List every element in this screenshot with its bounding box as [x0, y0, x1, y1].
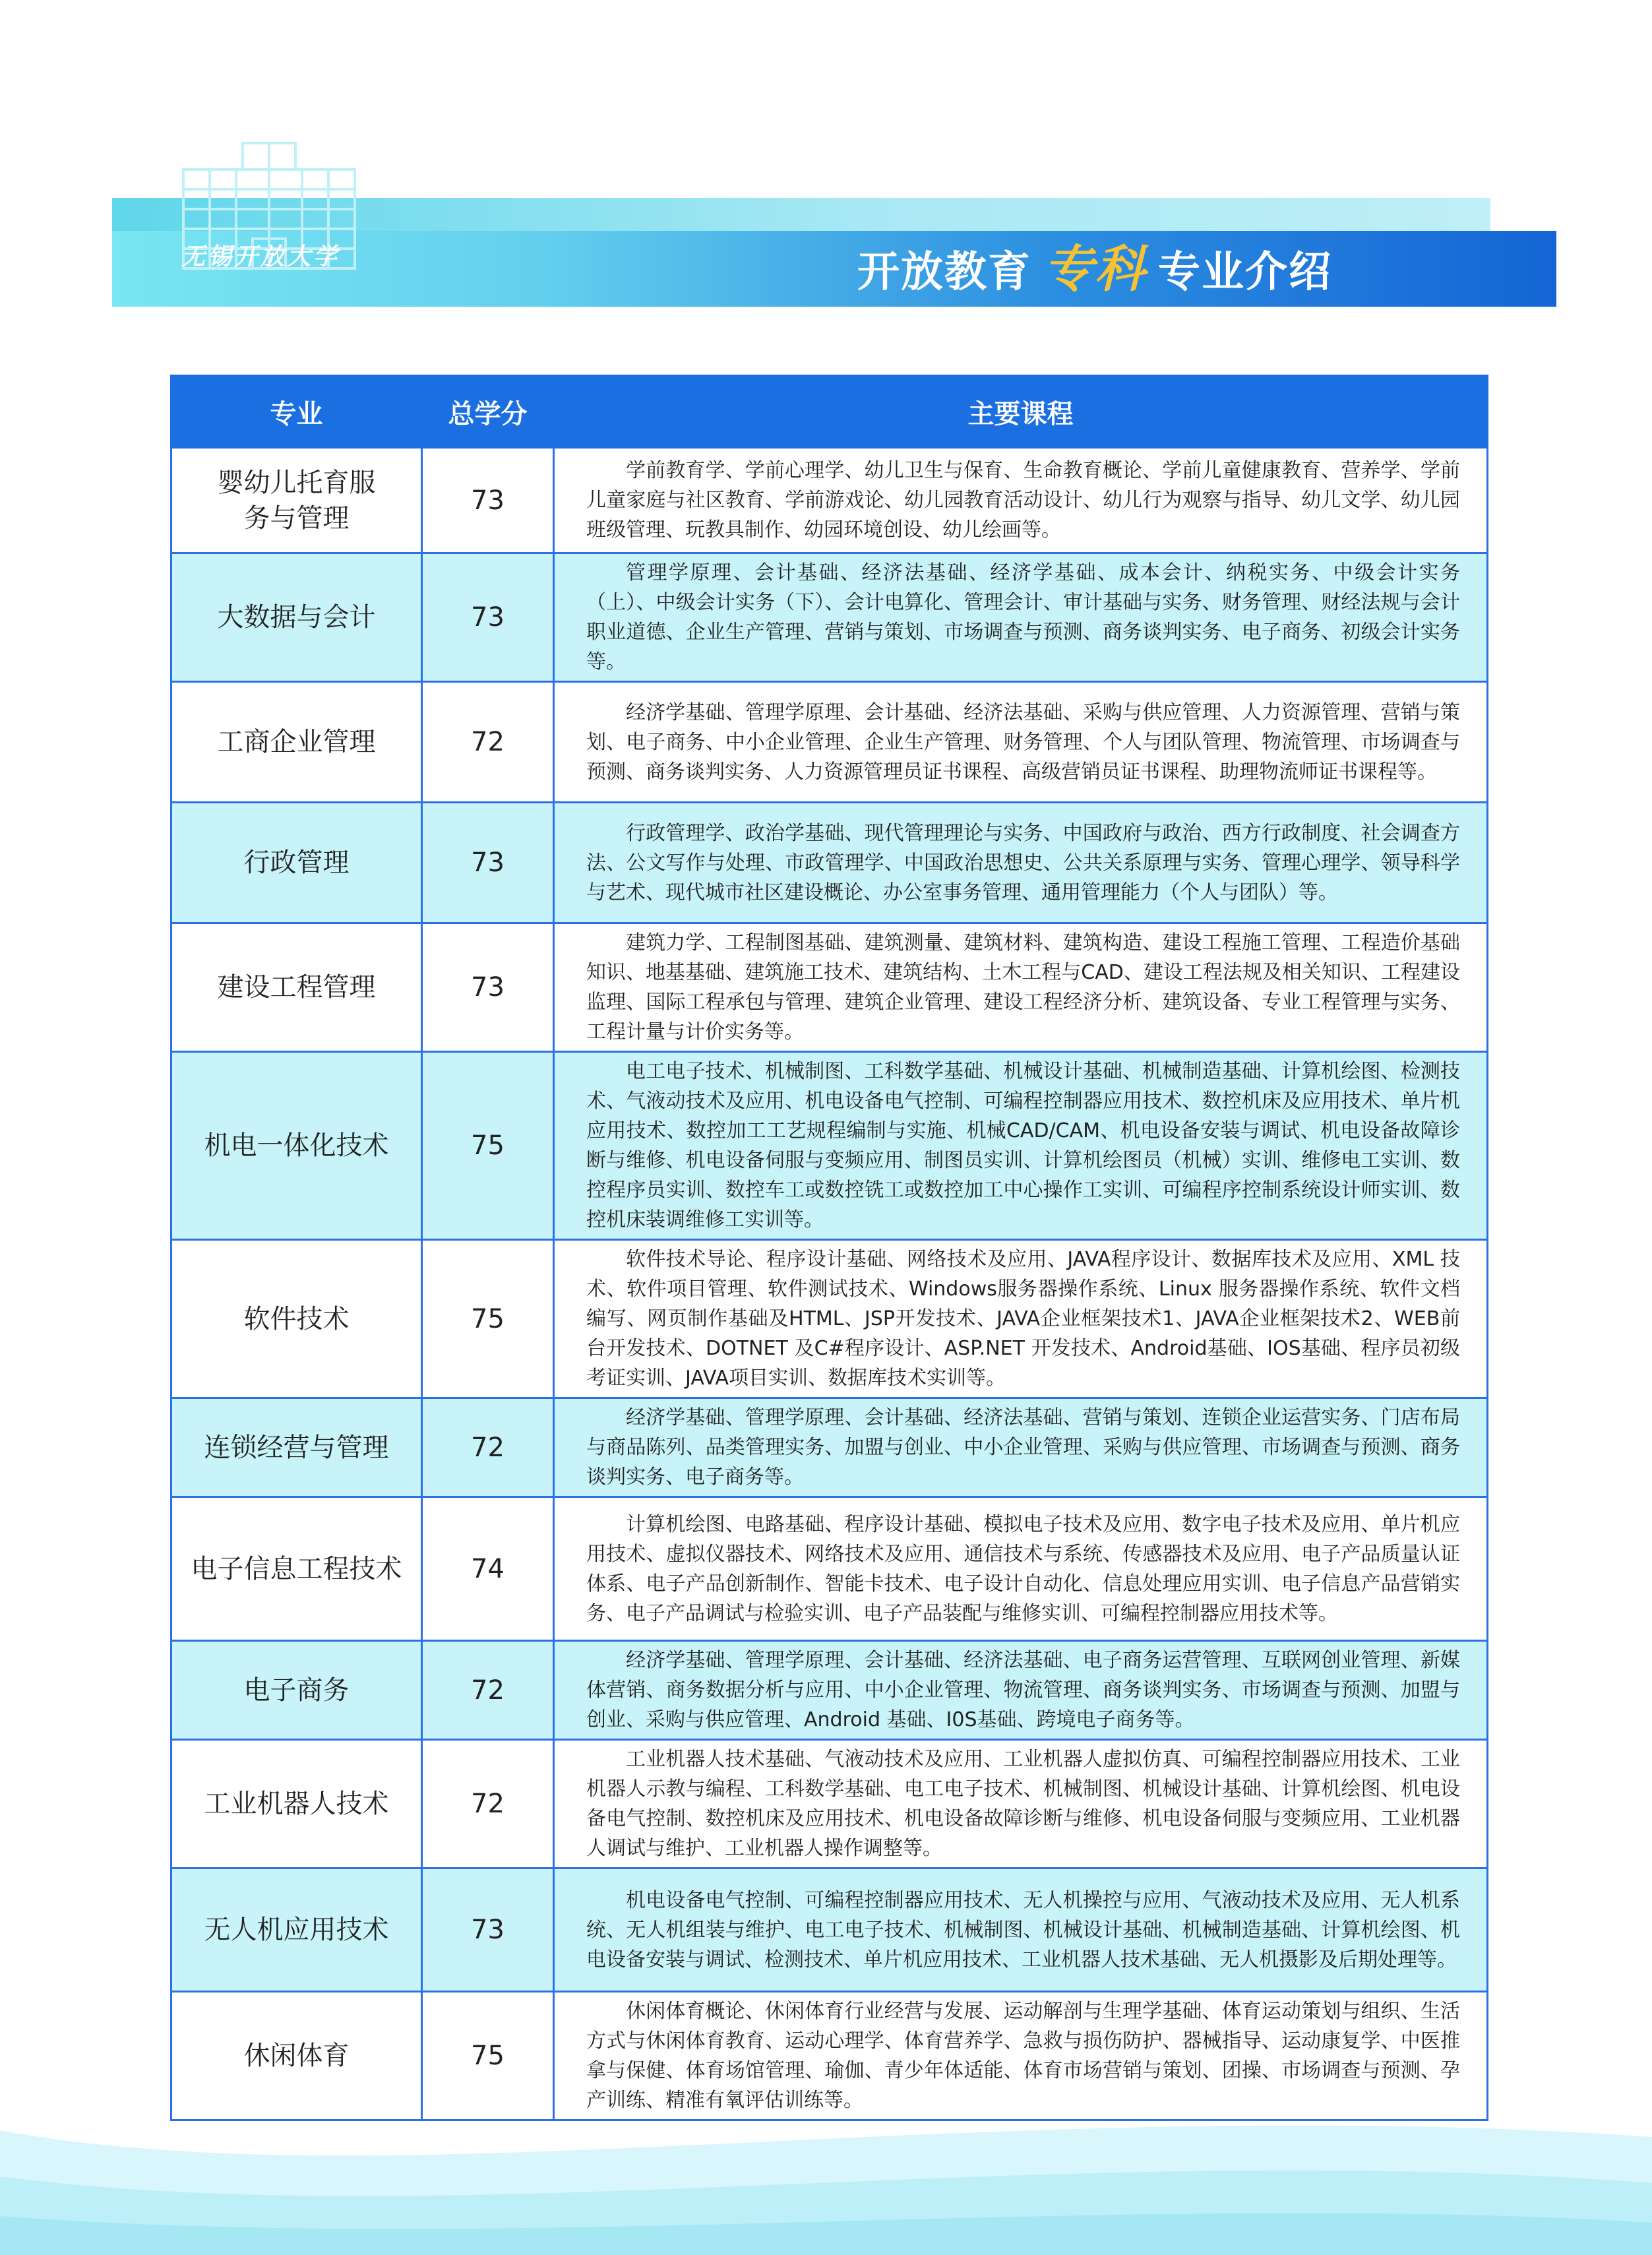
table-row — [171, 803, 1488, 923]
header-major: 专业 — [171, 376, 422, 448]
header-courses: 主要课程 — [554, 376, 1488, 448]
major-courses: 经济学基础、管理学原理、会计基础、经济法基础、营销与策划、连锁企业运营实务、门店布局与商品陈列、品类管理实务、加盟与创业、中小企业管理、采购与供应管理、市场调查与预测、商务谈判实务、电子商务等。 — [554, 1398, 1488, 1497]
major-credits: 75 — [422, 1992, 554, 2120]
table-row — [171, 1869, 1488, 1992]
major-courses: 休闲体育概论、休闲体育行业经营与发展、运动解剖与生理学基础、体育运动策划与组织、生活方式与休闲体育教育、运动心理学、体育营养学、急救与损伤防护、器械指导、运动康复学、中医推拿与保健、体育场馆管理、瑜伽、青少年体适能、体育市场营销与策划、团操、市场调查与预测、孕产训练、精准有氧评估训练等。 — [554, 1992, 1488, 2120]
major-name: 工业机器人技术 — [171, 1740, 422, 1869]
major-courses: 计算机绘图、电路基础、程序设计基础、模拟电子技术及应用、数字电子技术及应用、单片机应用技术、虚拟仪器技术、网络技术及应用、通信技术与系统、传感器技术及应用、电子产品质量认证体系、电子产品创新制作、智能卡技术、电子设计自动化、信息处理应用实训、电子信息产品营销实务、电子产品调试与检验实训、电子产品装配与维修实训、可编程控制器应用技术等。 — [554, 1497, 1488, 1641]
major-name: 无人机应用技术 — [171, 1869, 422, 1992]
major-name: 软件技术 — [171, 1240, 422, 1398]
major-courses: 工业机器人技术基础、气液动技术及应用、工业机器人虚拟仿真、可编程控制器应用技术、工业机器人示教与编程、工科数学基础、电工电子技术、机械制图、机械设计基础、计算机绘图、机电设备电气控制、数控机床及应用技术、机电设备故障诊断与维修、机电设备伺服与变频应用、工业机器人调试与维护、工业机器人操作调整等。 — [554, 1740, 1488, 1869]
major-name: 大数据与会计 — [171, 553, 422, 682]
major-courses: 管理学原理、会计基础、经济法基础、经济学基础、成本会计、纳税实务、中级会计实务（上）、中级会计实务（下）、会计电算化、管理会计、审计基础与实务、财务管理、财经法规与会计职业道德、企业生产管理、营销与策划、市场调查与预测、商务谈判实务、电子商务、初级会计实务等。 — [554, 553, 1488, 682]
major-name: 行政管理 — [171, 803, 422, 923]
major-credits: 73 — [422, 803, 554, 923]
major-name: 电子商务 — [171, 1641, 422, 1740]
major-name: 机电一体化技术 — [171, 1052, 422, 1240]
bottom-wave-decoration — [0, 2078, 1652, 2255]
major-courses: 学前教育学、学前心理学、幼儿卫生与保育、生命教育概论、学前儿童健康教育、营养学、学前儿童家庭与社区教育、学前游戏论、幼儿园教育活动设计、幼儿行为观察与指导、幼儿文学、幼儿园班级管理、玩教具制作、幼园环境创设、幼儿绘画等。 — [554, 448, 1488, 553]
major-credits: 73 — [422, 553, 554, 682]
major-courses: 行政管理学、政治学基础、现代管理理论与实务、中国政府与政治、西方行政制度、社会调查方法、公文写作与处理、市政管理学、中国政治思想史、公共关系原理与实务、管理心理学、领导科学与艺术、现代城市社区建设概论、办公室事务管理、通用管理能力（个人与团队）等。 — [554, 803, 1488, 923]
title-accent: 专科 — [1043, 239, 1146, 298]
table-row — [171, 553, 1488, 682]
major-courses: 电工电子技术、机械制图、工科数学基础、机械设计基础、机械制造基础、计算机绘图、检测技术、气液动技术及应用、机电设备电气控制、可编程控制器应用技术、数控机床及应用技术、单片机应用技术、数控加工工艺规程编制与实施、机械CAD/CAM、机电设备安装与调试、机电设备故障诊断与维修、机电设备伺服与变频应用、制图员实训、计算机绘图员（机械）实训、维修电工实训、数控程序员实训、数控车工或数控铣工或数控加工中心操作工实训、可编程序控制系统设计师实训、数控机床装调维修工实训等。 — [554, 1052, 1488, 1240]
table-header-row — [171, 376, 1488, 448]
major-name: 建设工程管理 — [171, 923, 422, 1052]
table-row — [171, 1641, 1488, 1740]
table-row — [171, 1740, 1488, 1869]
major-credits: 73 — [422, 1869, 554, 1992]
table-row — [171, 682, 1488, 803]
major-courses: 软件技术导论、程序设计基础、网络技术及应用、JAVA程序设计、数据库技术及应用、XML 技术、软件项目管理、软件测试技术、Windows服务器操作系统、Linux 服务器操作系统、软件文档编写、网页制作基础及HTML、JSP开发技术、JAVA企业框架技术1、JAVA企业框架技术2、WEB前台开发技术、DOTNET 及C#程序设计、ASP.NET 开发技术、Android基础、IOS基础、程序员初级考证实训、JAVA项目实训、数据库技术实训等。 — [554, 1240, 1488, 1398]
majors-table — [170, 375, 1488, 2121]
major-credits: 72 — [422, 682, 554, 803]
university-building-logo — [170, 140, 368, 308]
title-prefix: 开放教育 — [857, 248, 1031, 297]
header-credits: 总学分 — [422, 376, 554, 448]
major-name: 电子信息工程技术 — [171, 1497, 422, 1641]
table-row — [171, 1240, 1488, 1398]
major-credits: 72 — [422, 1641, 554, 1740]
major-credits: 72 — [422, 1398, 554, 1497]
table-row — [171, 1052, 1488, 1240]
major-name: 婴幼儿托育服务与管理 — [171, 448, 422, 553]
table-row — [171, 1398, 1488, 1497]
table-row — [171, 923, 1488, 1052]
logo-caption: 无锡开放大学 — [181, 243, 340, 270]
major-credits: 75 — [422, 1052, 554, 1240]
major-credits: 74 — [422, 1497, 554, 1641]
major-credits: 72 — [422, 1740, 554, 1869]
major-courses: 建筑力学、工程制图基础、建筑测量、建筑材料、建筑构造、建设工程施工管理、工程造价基础知识、地基基础、建筑施工技术、建筑结构、土木工程与CAD、建设工程法规及相关知识、工程建设监理、国际工程承包与管理、建筑企业管理、建设工程经济分析、建筑设备、专业工程管理与实务、工程计量与计价实务等。 — [554, 923, 1488, 1052]
title-suffix: 专业介绍 — [1158, 248, 1332, 297]
major-credits: 73 — [422, 448, 554, 553]
major-credits: 75 — [422, 1240, 554, 1398]
major-courses: 经济学基础、管理学原理、会计基础、经济法基础、采购与供应管理、人力资源管理、营销与策划、电子商务、中小企业管理、企业生产管理、财务管理、个人与团队管理、物流管理、市场调查与预测、商务谈判实务、人力资源管理员证书课程、高级营销员证书课程、助理物流师证书课程等。 — [554, 682, 1488, 803]
major-courses: 机电设备电气控制、可编程控制器应用技术、无人机操控与应用、气液动技术及应用、无人机系统、无人机组装与维护、电工电子技术、机械制图、机械设计基础、机械制造基础、计算机绘图、机电设备安装与调试、检测技术、单片机应用技术、工业机器人技术基础、无人机摄影及后期处理等。 — [554, 1869, 1488, 1992]
major-courses: 经济学基础、管理学原理、会计基础、经济法基础、电子商务运营管理、互联网创业管理、新媒体营销、商务数据分析与应用、中小企业管理、物流管理、商务谈判实务、市场调查与预测、加盟与创业、采购与供应管理、Android 基础、I0S基础、跨境电子商务等。 — [554, 1641, 1488, 1740]
major-credits: 73 — [422, 923, 554, 1052]
table-row — [171, 448, 1488, 553]
page-title — [857, 236, 1411, 302]
major-name: 连锁经营与管理 — [171, 1398, 422, 1497]
table-row — [171, 1497, 1488, 1641]
major-name: 工商企业管理 — [171, 682, 422, 803]
major-name: 休闲体育 — [171, 1992, 422, 2120]
